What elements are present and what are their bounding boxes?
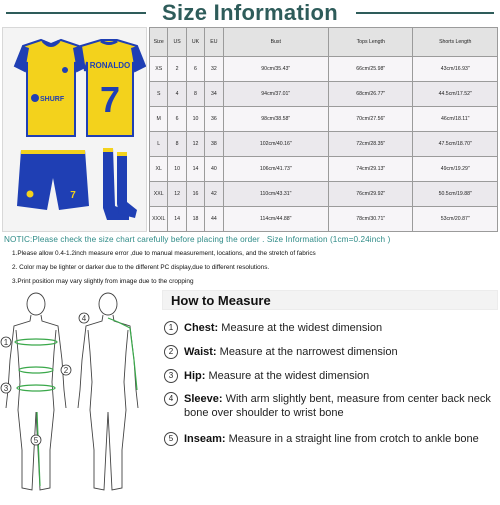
- how-to-measure-heading-bar: [162, 290, 498, 310]
- measure-desc: Measure at the widest dimension: [205, 370, 370, 382]
- cell: XXL: [150, 182, 168, 207]
- marker-hip: 3: [3, 384, 9, 393]
- col-header-tops-length: Tops Length: [328, 28, 413, 57]
- measure-term: Sleeve:: [184, 393, 223, 405]
- cell: 2: [168, 57, 186, 82]
- cell: 36: [205, 107, 223, 132]
- col-header-bust: Bust: [223, 28, 328, 57]
- cell: 50.5cm/19.88": [413, 182, 498, 207]
- socks: [103, 148, 137, 220]
- cell: 10: [168, 157, 186, 182]
- measure-term: Hip:: [184, 370, 206, 382]
- cell: 6: [168, 107, 186, 132]
- cell: 106cm/41.73": [223, 157, 328, 182]
- measure-desc: Measure at the widest dimension: [218, 322, 383, 334]
- cell: 14: [168, 207, 186, 232]
- jersey-front: [15, 40, 87, 136]
- step-number: 3: [164, 369, 178, 383]
- shorts-number: 7: [70, 190, 76, 201]
- cell: 6: [186, 57, 204, 82]
- cell: 38: [205, 132, 223, 157]
- col-header-uk: UK: [186, 28, 204, 57]
- cell: XXXL: [150, 207, 168, 232]
- cell: 18: [186, 207, 204, 232]
- step-number: 2: [164, 345, 178, 359]
- note-color-variance: 2. Color may be lighter or darker due to the different PC display,due to different resolutions.: [12, 264, 270, 271]
- measure-desc: With arm slightly bent, measure from center back neck bone over shoulder to wrist bone: [184, 393, 491, 419]
- back-body-outline: [78, 293, 138, 490]
- cell: 102cm/40.16": [223, 132, 328, 157]
- cell: S: [150, 82, 168, 107]
- cell: 90cm/35.43": [223, 57, 328, 82]
- marker-inseam: 5: [33, 436, 39, 445]
- step-number: 4: [164, 392, 178, 406]
- col-header-shorts-length: Shorts Length: [413, 28, 498, 57]
- cell: 53cm/20.87": [413, 207, 498, 232]
- col-header-size: Size: [150, 28, 168, 57]
- cell: 49cm/19.29": [413, 157, 498, 182]
- product-photo: [2, 27, 147, 232]
- measure-term: Waist:: [184, 346, 217, 358]
- step-number: 5: [164, 432, 178, 446]
- cell: XL: [150, 157, 168, 182]
- page-title: Size Information: [162, 0, 338, 25]
- table-row: [150, 82, 498, 107]
- table-row: [150, 132, 498, 157]
- cell: 14: [186, 157, 204, 182]
- cell: 94cm/37.01": [223, 82, 328, 107]
- table-header-row: [150, 28, 498, 57]
- table-row: [150, 157, 498, 182]
- cell: 4: [168, 82, 186, 107]
- note-measure-error: 1.Please allow 0.4-1.2inch measure error ,due to manual measurement, locations, and the stretch of fabrics: [12, 250, 316, 257]
- cell: 40: [205, 157, 223, 182]
- body-measurement-figure: [0, 290, 148, 500]
- how-to-measure-panel: [162, 290, 498, 496]
- col-header-eu: EU: [205, 28, 223, 57]
- size-notice: NOTIC:Please check the size chart carefully before placing the order . Size Information (1cm=0.24inch ): [4, 235, 391, 244]
- cell: 12: [186, 132, 204, 157]
- col-header-us: US: [168, 28, 186, 57]
- cell: 74cm/29.13": [328, 157, 413, 182]
- note-print-position: 3.Print position may vary slightly from image due to the cropping: [12, 278, 194, 285]
- table-row: [150, 182, 498, 207]
- body-outline-illustration: [0, 290, 148, 500]
- cell: XS: [150, 57, 168, 82]
- number-print: 7: [99, 79, 121, 120]
- cell: M: [150, 107, 168, 132]
- sponsor-print: SHURF: [40, 96, 65, 103]
- cell: 43cm/16.93": [413, 57, 498, 82]
- cell: 78cm/30.71": [328, 207, 413, 232]
- title-rule-left: [6, 12, 146, 14]
- cell: 32: [205, 57, 223, 82]
- cell: 47.5cm/18.70": [413, 132, 498, 157]
- cell: 10: [186, 107, 204, 132]
- size-chart-table: [149, 27, 498, 232]
- cell: 70cm/27.56": [328, 107, 413, 132]
- cell: 42: [205, 182, 223, 207]
- measure-desc: Measure at the narrowest dimension: [216, 346, 398, 358]
- cell: 114cm/44.88": [223, 207, 328, 232]
- marker-waist: 2: [63, 366, 69, 375]
- cell: 44.5cm/17.52": [413, 82, 498, 107]
- cell: 8: [168, 132, 186, 157]
- table-row: [150, 57, 498, 82]
- how-to-measure-heading: How to Measure: [171, 293, 271, 308]
- cell: 8: [186, 82, 204, 107]
- marker-sleeve: 4: [81, 314, 87, 323]
- kit-illustration: [3, 28, 146, 231]
- measure-term: Inseam:: [184, 433, 226, 445]
- measure-desc: Measure in a straight line from crotch to ankle bone: [225, 433, 479, 445]
- cell: L: [150, 132, 168, 157]
- cell: 66cm/25.98": [328, 57, 413, 82]
- cell: 98cm/38.58": [223, 107, 328, 132]
- jersey-back: [81, 40, 145, 136]
- name-print: RONALDO: [89, 61, 131, 70]
- cell: 44: [205, 207, 223, 232]
- table-row: [150, 207, 498, 232]
- cell: 72cm/28.35": [328, 132, 413, 157]
- step-number: 1: [164, 321, 178, 335]
- cell: 110cm/43.31": [223, 182, 328, 207]
- cell: 46cm/18.11": [413, 107, 498, 132]
- cell: 68cm/26.77": [328, 82, 413, 107]
- cell: 16: [186, 182, 204, 207]
- measure-term: Chest:: [184, 322, 219, 334]
- table-row: [150, 107, 498, 132]
- title-rule-right: [356, 12, 494, 14]
- cell: 34: [205, 82, 223, 107]
- cell: 12: [168, 182, 186, 207]
- title-banner: [0, 0, 500, 26]
- marker-chest: 1: [3, 338, 9, 347]
- cell: 76cm/29.92": [328, 182, 413, 207]
- shorts: [17, 150, 89, 210]
